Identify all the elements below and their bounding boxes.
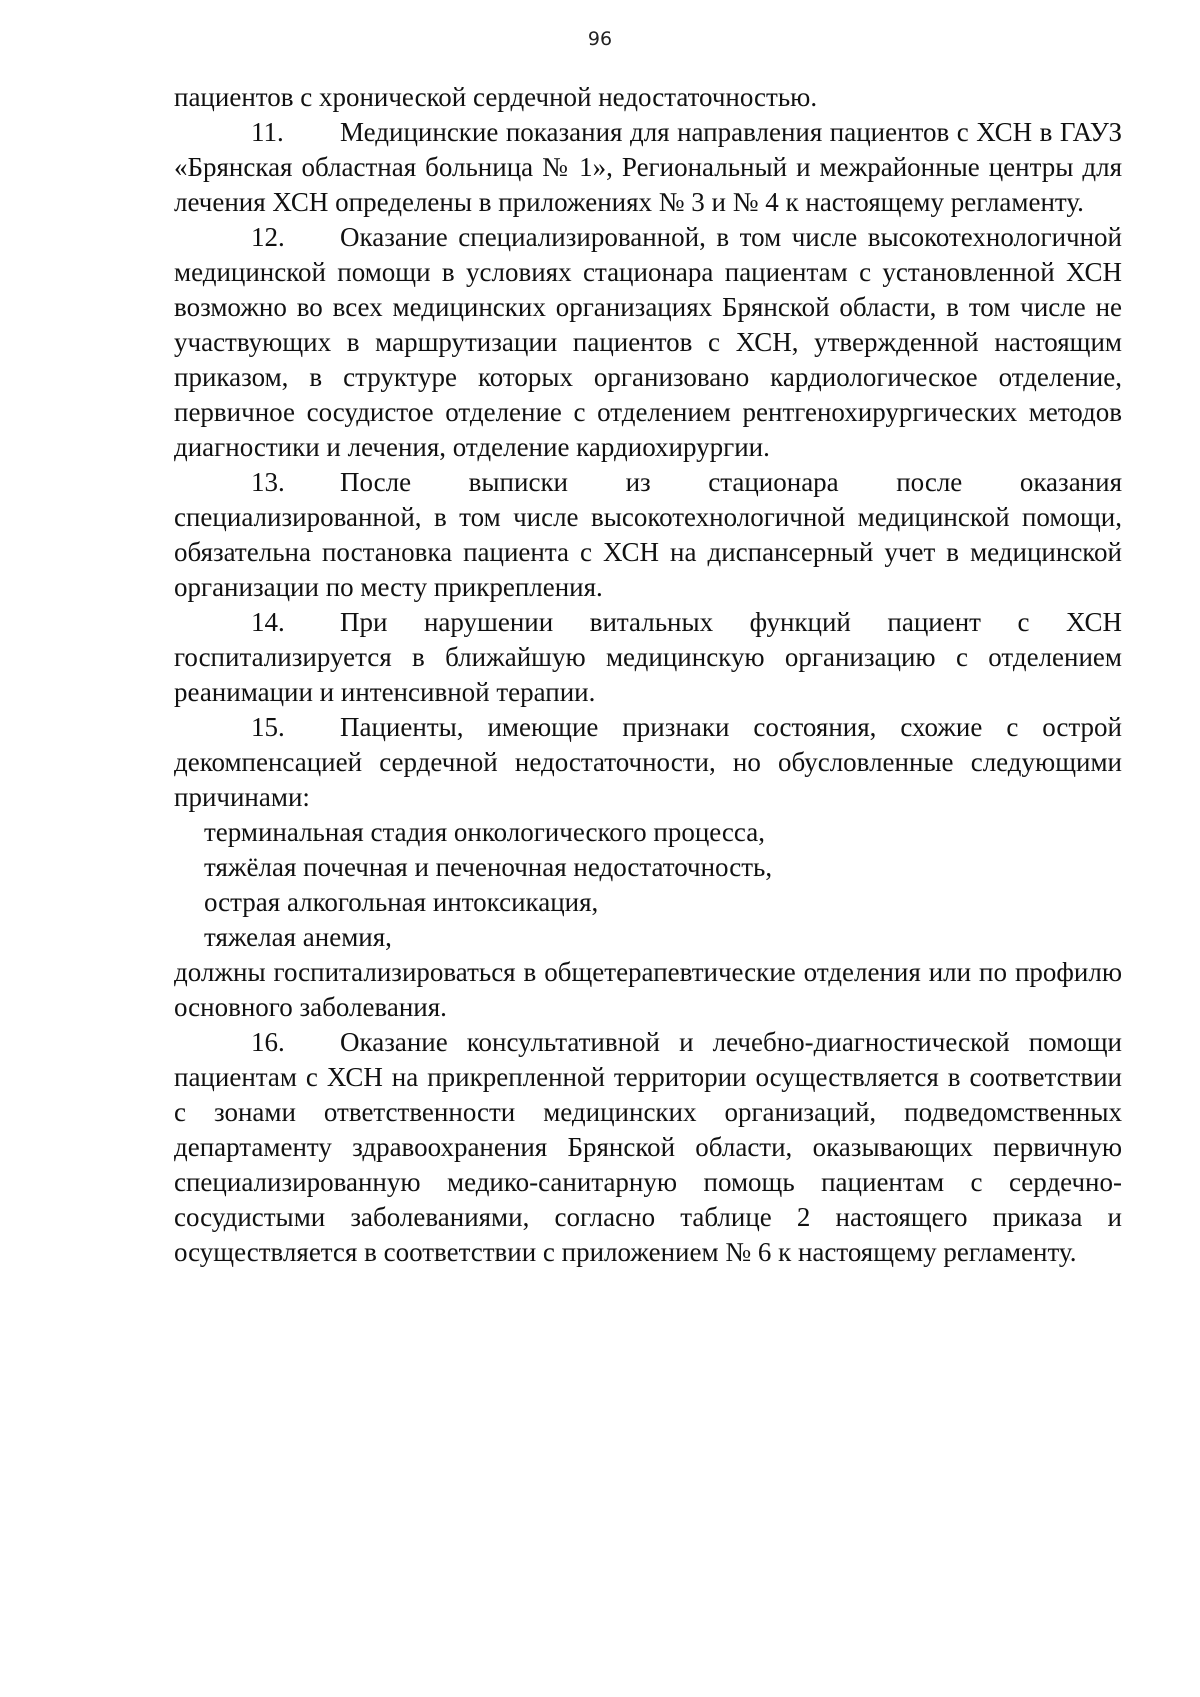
paragraph-text: Медицинские показания для направления пациентов с ХСН в ГАУЗ «Брянская областная больница № 1», Региональный и межрайонные центры для лечения ХСН определены в приложениях № 3 и № 4 к настоящему регламенту.	[174, 117, 1122, 217]
paragraph-number: 11.	[251, 117, 284, 147]
paragraph-number: 13.	[251, 467, 285, 497]
intro-line: пациентов с хронической сердечной недостаточностью.	[174, 82, 818, 112]
list-item: тяжелая анемия,	[204, 922, 392, 952]
list-item: терминальная стадия онкологического процесса,	[204, 817, 765, 847]
paragraph-number: 14.	[251, 607, 285, 637]
list-item: тяжёлая почечная и печеночная недостаточность,	[204, 852, 773, 882]
document-body	[174, 80, 1122, 1270]
paragraph-12	[174, 220, 1122, 465]
paragraph-15	[174, 710, 1122, 815]
paragraph-text: После выписки из стационара после оказания специализированной, в том числе высокотехнологичной медицинской помощи, обязательна постановка пациента с ХСН на диспансерный учет в медицинской организации по месту прикрепления.	[174, 467, 1122, 602]
paragraph-16	[174, 1025, 1122, 1270]
paragraph-number: 16.	[251, 1027, 285, 1057]
paragraph-number: 15.	[251, 712, 285, 742]
paragraph-11	[174, 115, 1122, 220]
paragraph-text: Оказание специализированной, в том числе высокотехнологичной медицинской помощи в условиях стационара пациентам с установленной ХСН возможно во всех медицинских организациях Брянской области, в том числе не участвующих в маршрутизации пациентов с ХСН, утвержденной настоящим приказом, в структуре которых организовано кардиологическое отделение, первичное сосудистое отделение с отделением рентгенохирургических методов диагностики и лечения, отделение кардиохирургии.	[174, 222, 1122, 462]
paragraph-13	[174, 465, 1122, 605]
paragraph-14	[174, 605, 1122, 710]
list-item: острая алкогольная интоксикация,	[204, 887, 599, 917]
paragraph-text: Оказание консультативной и лечебно-диагностической помощи пациентам с ХСН на прикрепленной территории осуществляется в соответствии с зонами ответственности медицинских организаций, подведомственных департаменту здравоохранения Брянской области, оказывающих первичную специализированную медико-санитарную помощь пациентам с сердечно-сосудистыми заболеваниями, согласно таблице 2 настоящего приказа и осуществляется в соответствии с приложением № 6 к настоящему регламенту.	[174, 1027, 1122, 1267]
paragraph-text: При нарушении витальных функций пациент с ХСН госпитализируется в ближайшую медицинскую организацию с отделением реанимации и интенсивной терапии.	[174, 607, 1122, 707]
paragraph-text: Пациенты, имеющие признаки состояния, схожие с острой декомпенсацией сердечной недостаточности, но обусловленные следующими причинами:	[174, 712, 1122, 812]
list-conclusion: должны госпитализироваться в общетерапевтические отделения или по профилю основного заболевания.	[174, 957, 1122, 1022]
paragraph-number: 12.	[251, 222, 285, 252]
page-number: 96	[587, 28, 613, 50]
